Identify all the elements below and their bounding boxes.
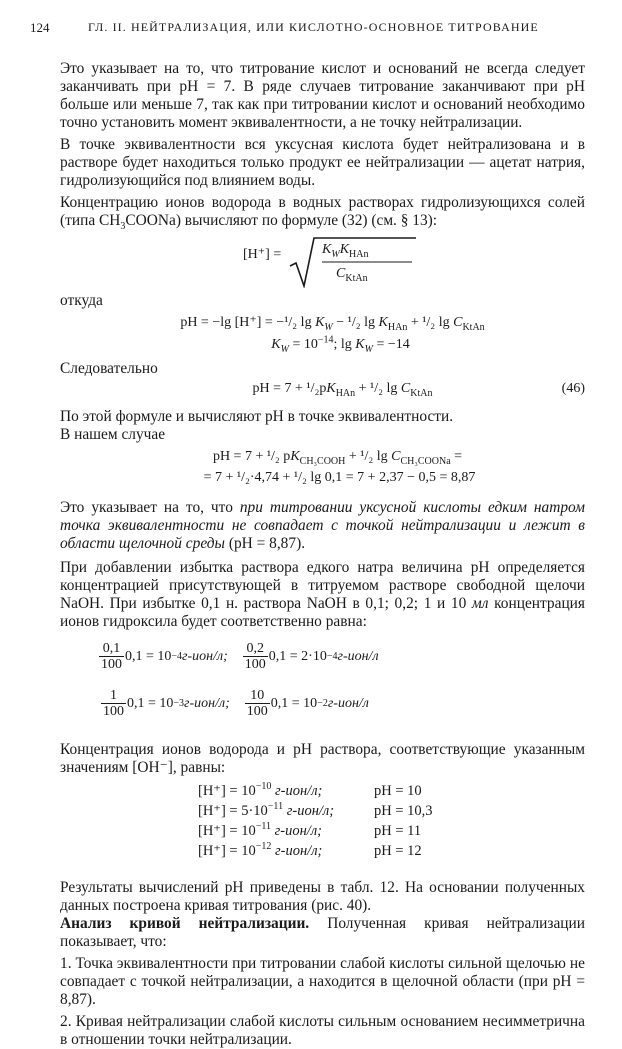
eq2-ktan: KtAn	[462, 321, 485, 333]
paragraph-5: В нашем случае	[60, 426, 166, 443]
formula-kw	[60, 336, 585, 354]
fraction-2-num: 0,2	[243, 641, 268, 657]
formula-sqrt-ktan: KtAn	[345, 272, 368, 284]
table-row	[198, 781, 433, 801]
formula-our-case	[60, 448, 585, 466]
table-row	[198, 801, 433, 821]
table-row	[198, 841, 433, 861]
eq4-han: HAn	[335, 387, 356, 399]
table-h-value: [H⁺] = 10	[198, 783, 256, 799]
paragraph-6-b: (pH = 8,87).	[224, 535, 306, 552]
eq5-b: + ¹/₂ lg	[345, 449, 392, 464]
formula-our-case-result: = 7 + ¹/₂·4,74 + ¹/₂ lg 0,1 = 7 + 2,37 − 0,5 = 8,87	[203, 470, 476, 485]
formula-sqrt-han: HAn	[349, 248, 369, 260]
word-otkuda: откуда	[60, 292, 103, 309]
eq3-brest: = −14	[372, 337, 410, 352]
eq5-ch3cooh: CH₃COOH	[299, 455, 346, 467]
table-h-cell	[198, 801, 374, 821]
formula-sqrt-c: C	[336, 266, 346, 281]
paragraph-7-ml: мл	[471, 595, 489, 612]
formula-46	[60, 380, 585, 398]
table-h-value: [H⁺] = 10	[198, 823, 256, 839]
table-h-value: [H⁺] = 5·10	[198, 803, 268, 819]
paragraph-6	[60, 499, 585, 553]
eq2-a: pH = −lg [H⁺] = −	[180, 315, 285, 330]
fraction-row-2: $\frac{1}{100}$ 0,1 = 10 −3 г-ион/л; $\frac{10}{100}$ 0,1 = 10 −2 г-ион/л	[103, 688, 369, 719]
table-ph-cell: pH = 12	[374, 843, 422, 859]
formula-sqrt-k2: K	[339, 242, 350, 257]
eq2-han: HAn	[387, 321, 408, 333]
fraction-2-den: 100	[244, 657, 266, 672]
formula-sqrt-w: W	[331, 248, 340, 260]
paragraph-11: 1. Точка эквивалентности при титровании слабой кислоты сильной щелочью не совпадает с точкой нейтрализации, а находится в щелочной области (при pH = 8,87).	[60, 955, 585, 1008]
table-h-unit: г-ион/л;	[271, 823, 322, 839]
fraction-3-rest: 0,1 = 10	[127, 695, 174, 711]
eq3-bw: W	[364, 343, 373, 355]
fraction-4-den: 100	[246, 704, 268, 719]
fraction-1-den: 100	[101, 657, 122, 672]
paragraph-3-text-a: Концентрацию ионов водорода в водных растворах гидролизующихся солей (типа CH	[60, 194, 585, 229]
formula-sqrt-lhs: [H⁺] =	[243, 247, 282, 262]
table-ph-cell: pH = 11	[374, 823, 422, 839]
eq3-exp: −14	[317, 334, 334, 346]
eq2-kw: K	[315, 315, 325, 330]
eq2-c: − ¹/₂ lg	[332, 315, 379, 330]
fraction-1-unit: г-ион/л;	[182, 648, 228, 664]
fraction-1-num: 0,1	[99, 641, 124, 657]
eq5-k: K	[290, 449, 300, 464]
paragraph-3-text-b: COONa) вычисляют по формуле (32) (см. § 13):	[125, 212, 438, 229]
paragraph-10-text: Полученная кривая нейтрализации показывает, что:	[60, 915, 585, 950]
table-h-exp: −12	[255, 841, 272, 853]
paragraph-2-text: В точке эквивалентности вся уксусная кислота будет нейтрализована и в растворе будет находиться только продукт ее нейтрализации — ацетат натрия, гидролизующийся под влиянием воды.	[60, 136, 585, 189]
eq3-w: W	[280, 343, 289, 355]
fraction-2-rest: 0,1 = 2·10	[268, 648, 327, 664]
fraction-1-rest: 0,1 = 10	[125, 648, 172, 664]
fraction-4-unit: г-ион/л	[327, 695, 369, 711]
eq3-k: K	[271, 337, 281, 352]
paragraph-7-b: концентрация ионов гидроксила будет соответственно равна:	[60, 595, 585, 630]
paragraph-10	[60, 915, 585, 951]
formula-sqrt-k: K	[322, 242, 332, 257]
table-row	[198, 821, 433, 841]
eq5-c: C	[391, 449, 401, 464]
table-h-exp: −11	[255, 821, 271, 833]
word-sledovatelno: Следовательно	[60, 360, 158, 377]
paragraph-3	[60, 194, 585, 233]
page-number: 124	[30, 20, 50, 35]
table-h-unit: г-ион/л;	[271, 783, 323, 799]
page-body	[60, 60, 585, 1049]
running-title: ГЛ. II. НЕЙТРАЛИЗАЦИЯ, ИЛИ КИСЛОТНО-ОСНОВНОЕ ТИТРОВАНИЕ	[88, 20, 539, 34]
eq2-k: K	[378, 315, 388, 330]
eq2-d: + ¹/₂ lg	[407, 315, 454, 330]
table-ph-cell: pH = 10	[374, 783, 422, 799]
fraction-4-rest: 0,1 = 10	[270, 695, 318, 711]
table-h-exp: −10	[255, 781, 272, 793]
fraction-4-num: 10	[245, 688, 270, 704]
eq3-b: ; lg	[333, 337, 356, 352]
paragraph-7-a: При добавлении избытка раствора едкого натра величина pH определяется концентрацией присутствующей в титруемом растворе свободной щелочи NaOH. При избытке 0,1 н. раствора NaOH в 0,1; 0,2; 1 и 10	[60, 559, 585, 612]
paragraph-7	[60, 559, 585, 631]
paragraph-1	[60, 60, 585, 132]
paragraph-9: Результаты вычислений pH приведены в табл. 12. На основании полученных данных построена кривая титрования (рис. 40).	[60, 879, 585, 914]
paragraph-3-sub: 3	[120, 221, 126, 233]
h-ph-table	[198, 781, 433, 861]
eq2-cc: C	[453, 315, 463, 330]
paragraph-6-a: Это указывает на то, что	[60, 499, 240, 516]
eq2-b: ¹/₂ lg	[284, 315, 316, 330]
eq3-rest: = 10	[288, 337, 318, 352]
eq4-k: K	[326, 381, 336, 396]
fraction-2-unit: г-ион/л	[337, 648, 379, 664]
eq5-end: =	[450, 449, 463, 464]
paragraph-4: По этой формуле и вычисляют pH в точке эквивалентности.	[60, 408, 454, 425]
paragraph-6-italic: при титровании уксусной кислоты едким натром точка эквивалентности не совпадает с точкой нейтрализации и лежит в области щелочной среды	[60, 499, 585, 552]
paragraph-2	[60, 136, 585, 190]
fraction-row-1: $\frac{0,1}{100}$ 0,1 = 10 −4 г-ион/л; $\frac{0,2}{100}$ 0,1 = 2·10 −4 г-ион/л	[101, 641, 379, 672]
eq4-a: pH = 7 + ¹/₂p	[252, 381, 327, 396]
eq3-bk: K	[355, 337, 365, 352]
fraction-3-unit: г-ион/л;	[184, 695, 230, 711]
table-h-cell	[198, 841, 374, 861]
eq4-b: + ¹/₂ lg	[355, 381, 401, 396]
fraction-3-num: 1	[101, 688, 126, 704]
equation-number: (46)	[561, 381, 585, 396]
table-h-cell	[198, 781, 374, 801]
eq2-w: W	[324, 321, 333, 333]
page-header	[30, 20, 600, 38]
fraction-4	[245, 688, 270, 719]
eq5-a: pH = 7 + ¹/₂ p	[212, 449, 291, 464]
table-h-unit: г-ион/л;	[271, 843, 323, 859]
eq5-ch3coona: CH₃COONa	[400, 455, 451, 467]
formula-sqrt	[60, 236, 585, 288]
fraction-3	[101, 688, 126, 719]
table-h-unit: г-ион/л;	[283, 803, 335, 819]
table-h-cell	[198, 821, 374, 841]
table-h-value: [H⁺] = 10	[198, 843, 256, 859]
fraction-2	[243, 641, 268, 672]
formula-ph-log	[60, 314, 585, 332]
paragraph-10-bold: Анализ кривой нейтрализации.	[60, 915, 310, 932]
table-h-exp: −11	[267, 801, 284, 813]
paragraph-12: 2. Кривая нейтрализации слабой кислоты сильным основанием несимметрична в отношении точки нейтрализации.	[60, 1013, 585, 1048]
table-ph-cell: pH = 10,3	[374, 803, 433, 819]
eq4-ktan: KtAn	[410, 387, 433, 399]
paragraph-1-text: Это указывает на то, что титрование кислот и оснований не всегда следует заканчивать при pH = 7. В ряде случаев титрование заканчивают при pH больше или меньше 7, так как при титровании кислот и оснований необходимо точно установить момент эквивалентности, а не точку нейтрализации.	[60, 60, 585, 131]
fraction-1	[99, 641, 124, 672]
eq4-c: C	[400, 381, 411, 396]
fraction-3-den: 100	[103, 704, 124, 719]
paragraph-8: Концентрация ионов водорода и pH раствора, соответствующие указанным значениям [OH⁻], равны:	[60, 741, 585, 776]
